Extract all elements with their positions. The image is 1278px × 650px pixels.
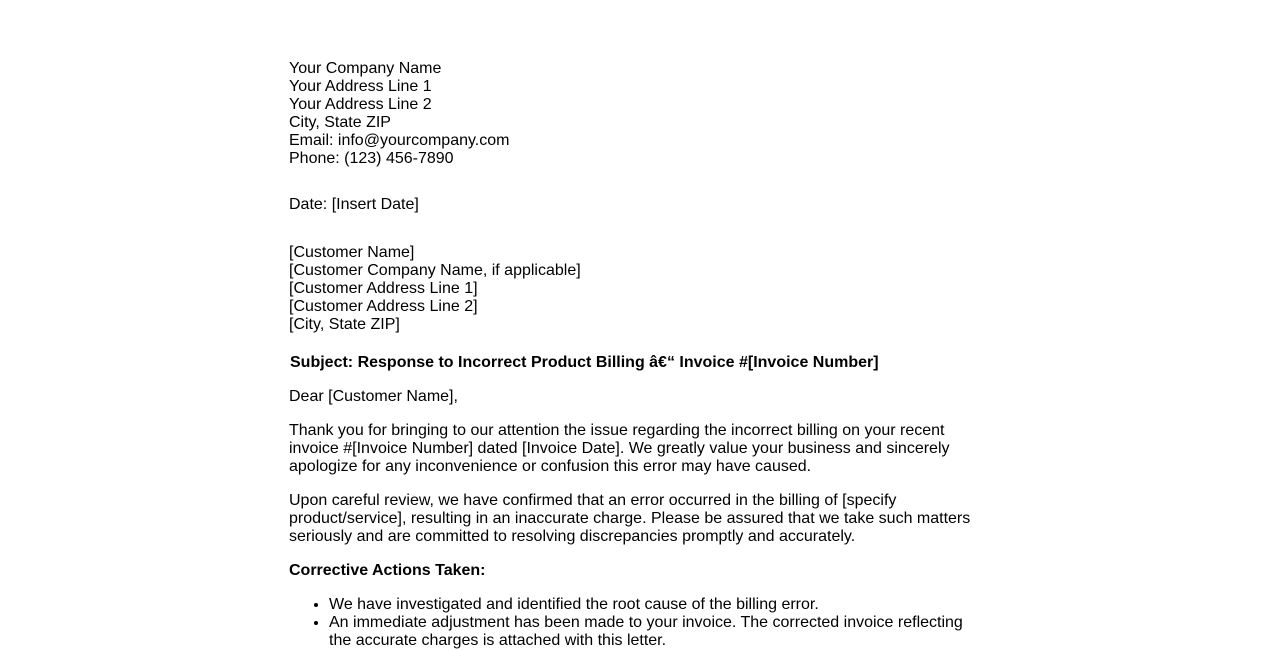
corrective-actions-heading: Corrective Actions Taken: bbox=[289, 562, 486, 579]
letter bbox=[289, 60, 989, 650]
corrective-actions-list bbox=[289, 596, 989, 650]
recipient-address-block bbox=[289, 244, 989, 334]
recipient-name: [Customer Name] bbox=[289, 244, 415, 261]
salutation: Dear [Customer Name], bbox=[289, 388, 458, 405]
sender-address-block bbox=[289, 60, 989, 168]
recipient-company: [Customer Company Name, if applicable] bbox=[289, 262, 581, 279]
subject-line: Subject: Response to Incorrect Product Billing â€“ Invoice #[Invoice Number] bbox=[290, 354, 879, 371]
body-paragraph-2: Upon careful review, we have confirmed that an error occurred in the billing of [specify product/service], resulting in an inaccurate charge. Please be assured that we take such matters seriously and are committed to resolving discrepancies promptly and accurately. bbox=[289, 492, 971, 545]
letter-date: Date: [Insert Date] bbox=[289, 196, 419, 213]
sender-address-line-1: Your Address Line 1 bbox=[289, 78, 432, 95]
recipient-address-line-1: [Customer Address Line 1] bbox=[289, 280, 478, 297]
sender-city-state-zip: City, State ZIP bbox=[289, 114, 391, 131]
sender-phone: Phone: (123) 456-7890 bbox=[289, 150, 454, 167]
recipient-city-state-zip: [City, State ZIP] bbox=[289, 316, 400, 333]
body-paragraph-1: Thank you for bringing to our attention the issue regarding the incorrect billing on your recent invoice #[Invoice Number] dated [Invoice Date]. We greatly value your business and sincerely apologize for any inconvenience or confusion this error may have caused. bbox=[289, 422, 950, 475]
sender-address-line-2: Your Address Line 2 bbox=[289, 96, 432, 113]
sender-company-name: Your Company Name bbox=[289, 60, 442, 77]
sender-email: Email: info@yourcompany.com bbox=[289, 132, 510, 149]
list-item: • An immediate adjustment has been made to your invoice. The corrected invoice reflecting the accurate charges is attached with this letter. bbox=[329, 614, 989, 650]
list-item: • We have investigated and identified the root cause of the billing error. bbox=[329, 596, 989, 614]
recipient-address-line-2: [Customer Address Line 2] bbox=[289, 298, 478, 315]
